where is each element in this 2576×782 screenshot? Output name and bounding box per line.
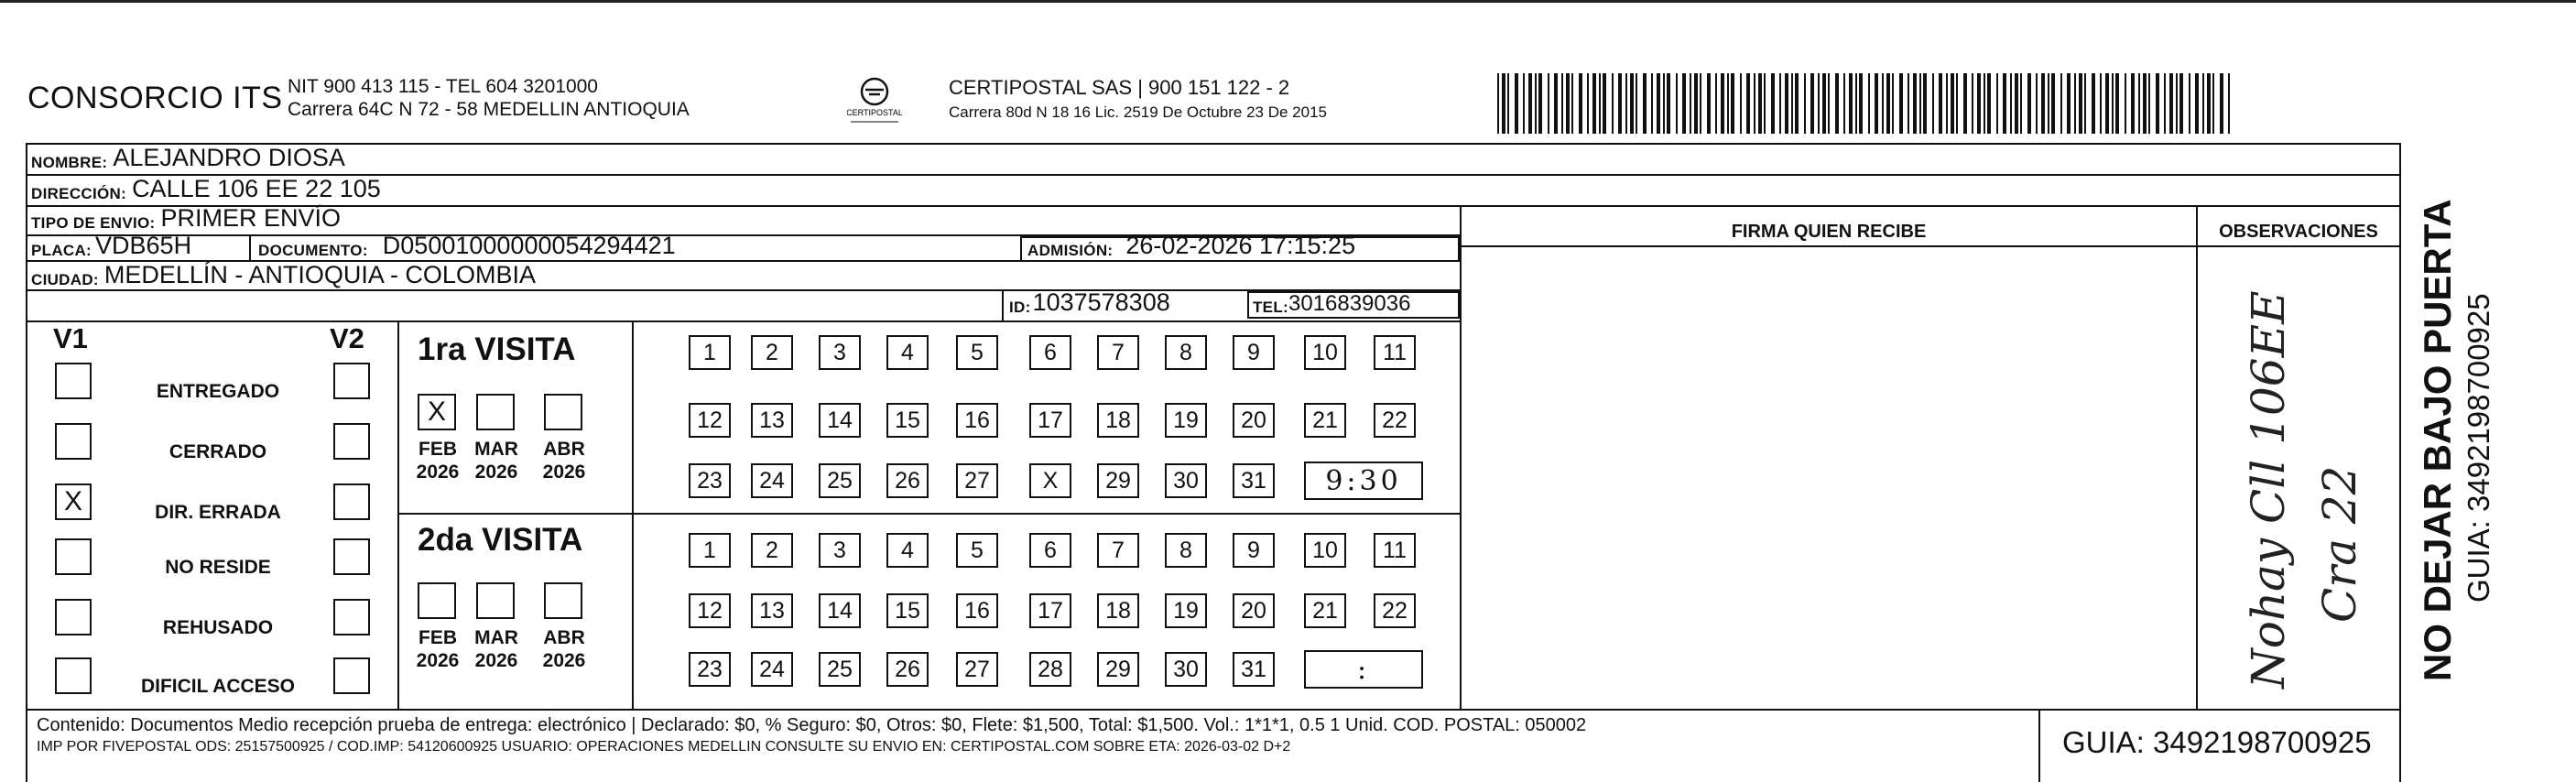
admision-row — [1027, 232, 1356, 260]
ciudad-value: MEDELLÍN - ANTIOQUIA - COLOMBIA — [103, 261, 536, 288]
day-box[interactable]: 22 — [1374, 593, 1416, 628]
day-box[interactable]: 4 — [886, 335, 929, 370]
v1-checkbox[interactable] — [55, 363, 92, 399]
month-year: 2026 — [416, 650, 460, 671]
certipostal-logo — [847, 73, 902, 128]
day-box[interactable]: 16 — [956, 403, 998, 438]
day-box[interactable]: 15 — [886, 403, 929, 438]
v1-checkbox[interactable] — [55, 657, 92, 694]
day-box[interactable]: 2 — [751, 533, 793, 568]
v1-checkbox[interactable] — [55, 423, 92, 460]
month-checkbox[interactable] — [544, 582, 582, 619]
month-checkbox[interactable]: X — [418, 394, 456, 430]
visit-month-divider — [632, 320, 634, 709]
v2-checkbox[interactable] — [333, 657, 370, 694]
day-box[interactable]: 10 — [1304, 533, 1346, 568]
day-box[interactable]: 29 — [1097, 463, 1139, 498]
day-box[interactable]: 27 — [956, 652, 998, 687]
month-year: 2026 — [416, 462, 460, 483]
day-box[interactable]: 17 — [1029, 403, 1071, 438]
day-box[interactable]: 28 — [1029, 652, 1071, 687]
day-box[interactable]: 26 — [886, 652, 929, 687]
footer-text — [37, 714, 1586, 758]
day-box[interactable]: 16 — [956, 593, 998, 628]
day-box[interactable]: 12 — [689, 593, 731, 628]
day-box[interactable]: 8 — [1165, 335, 1207, 370]
row-divider — [26, 174, 2401, 176]
day-box[interactable]: 27 — [956, 463, 998, 498]
day-box[interactable]: 17 — [1029, 593, 1071, 628]
day-box[interactable]: 21 — [1304, 403, 1346, 438]
no-dejar-warning: NO DEJAR BAJO PUERTA — [2416, 199, 2459, 681]
status-label: NO RESIDE — [165, 557, 271, 578]
nombre-value: ALEJANDRO DIOSA — [113, 144, 345, 171]
ciudad-row — [31, 261, 536, 289]
day-box[interactable]: 1 — [689, 533, 731, 568]
day-box[interactable]: 6 — [1029, 335, 1071, 370]
status-label: REHUSADO — [162, 617, 274, 638]
month-checkbox[interactable] — [544, 394, 582, 430]
direccion-row — [31, 176, 381, 203]
status-label: ENTREGADO — [156, 381, 280, 402]
row-divider — [26, 320, 1462, 322]
v2-header: V2 — [330, 322, 364, 354]
day-box[interactable]: 25 — [819, 463, 861, 498]
tipo-envio-value: PRIMER ENVÍO — [160, 204, 342, 232]
month-label — [408, 438, 467, 483]
month-name: ABR — [543, 439, 585, 460]
direccion-value: CALLE 106 EE 22 105 — [132, 175, 381, 202]
day-box[interactable]: 18 — [1097, 593, 1139, 628]
day-box[interactable]: 18 — [1097, 403, 1139, 438]
v2-checkbox[interactable] — [333, 423, 370, 460]
month-checkbox[interactable] — [418, 582, 456, 619]
certipostal-logo-icon — [847, 73, 902, 128]
direccion-label: DIRECCIÓN: — [31, 185, 127, 202]
day-box[interactable]: 31 — [1233, 463, 1275, 498]
month-year: 2026 — [474, 462, 518, 483]
day-box[interactable]: 26 — [886, 463, 929, 498]
barcode — [1497, 73, 2230, 134]
day-box[interactable]: 7 — [1097, 533, 1139, 568]
day-box[interactable]: 2 — [751, 335, 793, 370]
v1-checkbox[interactable] — [55, 538, 92, 575]
column-divider — [2399, 143, 2401, 782]
day-box[interactable]: 5 — [956, 533, 998, 568]
admision-label: ADMISIÓN: — [1027, 242, 1114, 259]
day-box[interactable]: 3 — [819, 533, 861, 568]
day-box[interactable]: 20 — [1233, 403, 1275, 438]
month-name: FEB — [418, 439, 457, 460]
column-divider — [2196, 205, 2198, 711]
status-label: CERRADO — [168, 441, 267, 462]
status-label: DIFICIL ACCESO — [140, 676, 295, 697]
tel-row — [1253, 291, 1410, 317]
v2-checkbox[interactable] — [333, 483, 370, 520]
day-box[interactable]: 19 — [1165, 593, 1207, 628]
documento-row — [258, 232, 676, 260]
day-box[interactable]: 25 — [819, 652, 861, 687]
visit-time-box[interactable]: : — [1304, 650, 1423, 689]
company-name: CONSORCIO ITS — [27, 81, 283, 115]
guia-number: GUIA: 3492198700925 — [2062, 725, 2372, 759]
tel-label: TEL: — [1253, 299, 1288, 316]
day-box[interactable]: 22 — [1374, 403, 1416, 438]
certipostal-line-2: Carrera 80d N 18 16 Lic. 2519 De Octubre 23 De 2015 — [949, 103, 1327, 121]
day-box[interactable]: 24 — [751, 463, 793, 498]
month-label — [535, 626, 593, 672]
v2-checkbox[interactable] — [333, 363, 370, 399]
firma-header: FIRMA QUIEN RECIBE — [1731, 222, 1927, 242]
visit-divider — [397, 513, 1462, 515]
documento-value: D05001000000054294421 — [382, 232, 676, 259]
nombre-label: NOMBRE: — [31, 154, 108, 171]
column-divider — [2038, 709, 2040, 782]
day-box[interactable]: 15 — [886, 593, 929, 628]
day-box[interactable]: 23 — [689, 652, 731, 687]
top-border-line — [0, 0, 2576, 3]
day-box[interactable]: 20 — [1233, 593, 1275, 628]
day-box[interactable]: 1 — [689, 335, 731, 370]
placa-value: VDB65H — [95, 232, 192, 259]
month-label — [467, 438, 526, 483]
day-box[interactable]: 30 — [1165, 652, 1207, 687]
day-box[interactable]: X — [1029, 463, 1071, 498]
nit-line: NIT 900 413 115 - TEL 604 3201000 — [288, 76, 598, 97]
day-box[interactable]: 9 — [1233, 533, 1275, 568]
footer-divider — [26, 709, 2401, 711]
day-box[interactable]: 7 — [1097, 335, 1139, 370]
visit-time-box[interactable]: 9:30 — [1304, 462, 1423, 500]
day-box[interactable]: 8 — [1165, 533, 1207, 568]
placa-row — [31, 232, 192, 260]
row-divider — [26, 205, 2401, 207]
day-box[interactable]: 19 — [1165, 403, 1207, 438]
day-box[interactable]: 24 — [751, 652, 793, 687]
company-contact — [288, 75, 690, 121]
guia-vertical: GUIA: 3492198700925 — [2462, 293, 2495, 603]
v2-checkbox[interactable] — [333, 538, 370, 575]
day-box[interactable]: 9 — [1233, 335, 1275, 370]
day-box[interactable]: 13 — [751, 403, 793, 438]
tipo-envio-label: TIPO DE ENVIO: — [31, 214, 156, 232]
day-box[interactable]: 23 — [689, 463, 731, 498]
day-box[interactable]: 21 — [1304, 593, 1346, 628]
day-box[interactable]: 30 — [1165, 463, 1207, 498]
month-label — [467, 626, 526, 672]
observaciones-header: OBSERVACIONES — [2219, 222, 2378, 242]
day-box[interactable]: 10 — [1304, 335, 1346, 370]
month-year: 2026 — [542, 462, 586, 483]
id-value: 1037578308 — [1032, 288, 1170, 316]
tipo-envio-row — [31, 204, 342, 233]
nombre-row — [31, 145, 345, 172]
id-label: ID: — [1009, 299, 1031, 316]
ciudad-label: CIUDAD: — [31, 271, 99, 288]
day-box[interactable]: 11 — [1374, 533, 1416, 568]
admision-value: 26-02-2026 17:15:25 — [1125, 232, 1356, 259]
address-line: Carrera 64C N 72 - 58 MEDELLIN ANTIOQUIA — [288, 99, 690, 120]
day-box[interactable]: 14 — [819, 593, 861, 628]
status-divider — [397, 320, 399, 709]
certipostal-info — [949, 75, 1327, 125]
day-box[interactable]: 11 — [1374, 335, 1416, 370]
day-box[interactable]: 29 — [1097, 652, 1139, 687]
month-name: MAR — [474, 439, 518, 460]
observation-handwriting-1: Nohay Cll 106EE — [2242, 290, 2295, 689]
day-box[interactable]: 3 — [819, 335, 861, 370]
month-label — [535, 438, 593, 483]
svg-text:CERTIPOSTAL: CERTIPOSTAL — [847, 108, 902, 117]
day-box[interactable]: 5 — [956, 335, 998, 370]
status-label: DIR. ERRADA — [155, 502, 281, 523]
month-name: MAR — [474, 627, 518, 648]
placa-label: PLACA: — [31, 242, 92, 259]
certipostal-line-1: CERTIPOSTAL SAS | 900 151 122 - 2 — [949, 76, 1290, 99]
month-checkbox[interactable] — [476, 394, 515, 430]
v1-checkbox[interactable]: X — [55, 483, 92, 520]
documento-label: DOCUMENTO: — [258, 242, 368, 259]
day-box[interactable]: 31 — [1233, 652, 1275, 687]
month-label — [408, 626, 467, 672]
month-year: 2026 — [542, 650, 586, 671]
v1-checkbox[interactable] — [55, 599, 92, 635]
footer-line-2: IMP POR FIVEPOSTAL ODS: 25157500925 / COD.IMP: 54120600925 USUARIO: OPERACIONES MEDELLIN CONSULTE SU ENVIO EN: CERTIPOSTAL.COM SOBRE ETA: 2026-03-02 D+2 — [37, 739, 1291, 755]
cell-divider — [1002, 289, 1004, 320]
row-divider — [26, 289, 1462, 291]
signature-area[interactable] — [1462, 247, 2196, 709]
v2-checkbox[interactable] — [333, 599, 370, 635]
id-row — [1009, 288, 1170, 317]
footer-line-1: Contenido: Documentos Medio recepción prueba de entrega: electrónico | Declarado: $0, % Seguro: $0, Otros: $0, Flete: $1,500, Total: $1,500. Vol.: 1*1*1, 0.5 1 Unid. COD. POSTAL: 050002 — [37, 715, 1587, 735]
observation-handwriting-2: Cra 22 — [2313, 465, 2366, 623]
cell-divider — [249, 234, 251, 262]
month-name: FEB — [418, 627, 457, 648]
day-box[interactable]: 6 — [1029, 533, 1071, 568]
first-visit-title: 1ra VISITA — [418, 331, 576, 367]
day-box[interactable]: 13 — [751, 593, 793, 628]
day-box[interactable]: 14 — [819, 403, 861, 438]
month-name: ABR — [543, 627, 585, 648]
day-box[interactable]: 4 — [886, 533, 929, 568]
month-checkbox[interactable] — [476, 582, 515, 619]
tel-value: 3016839036 — [1288, 291, 1411, 316]
v1-header: V1 — [53, 322, 88, 354]
day-box[interactable]: 12 — [689, 403, 731, 438]
month-year: 2026 — [474, 650, 518, 671]
second-visit-title: 2da VISITA — [418, 522, 583, 558]
